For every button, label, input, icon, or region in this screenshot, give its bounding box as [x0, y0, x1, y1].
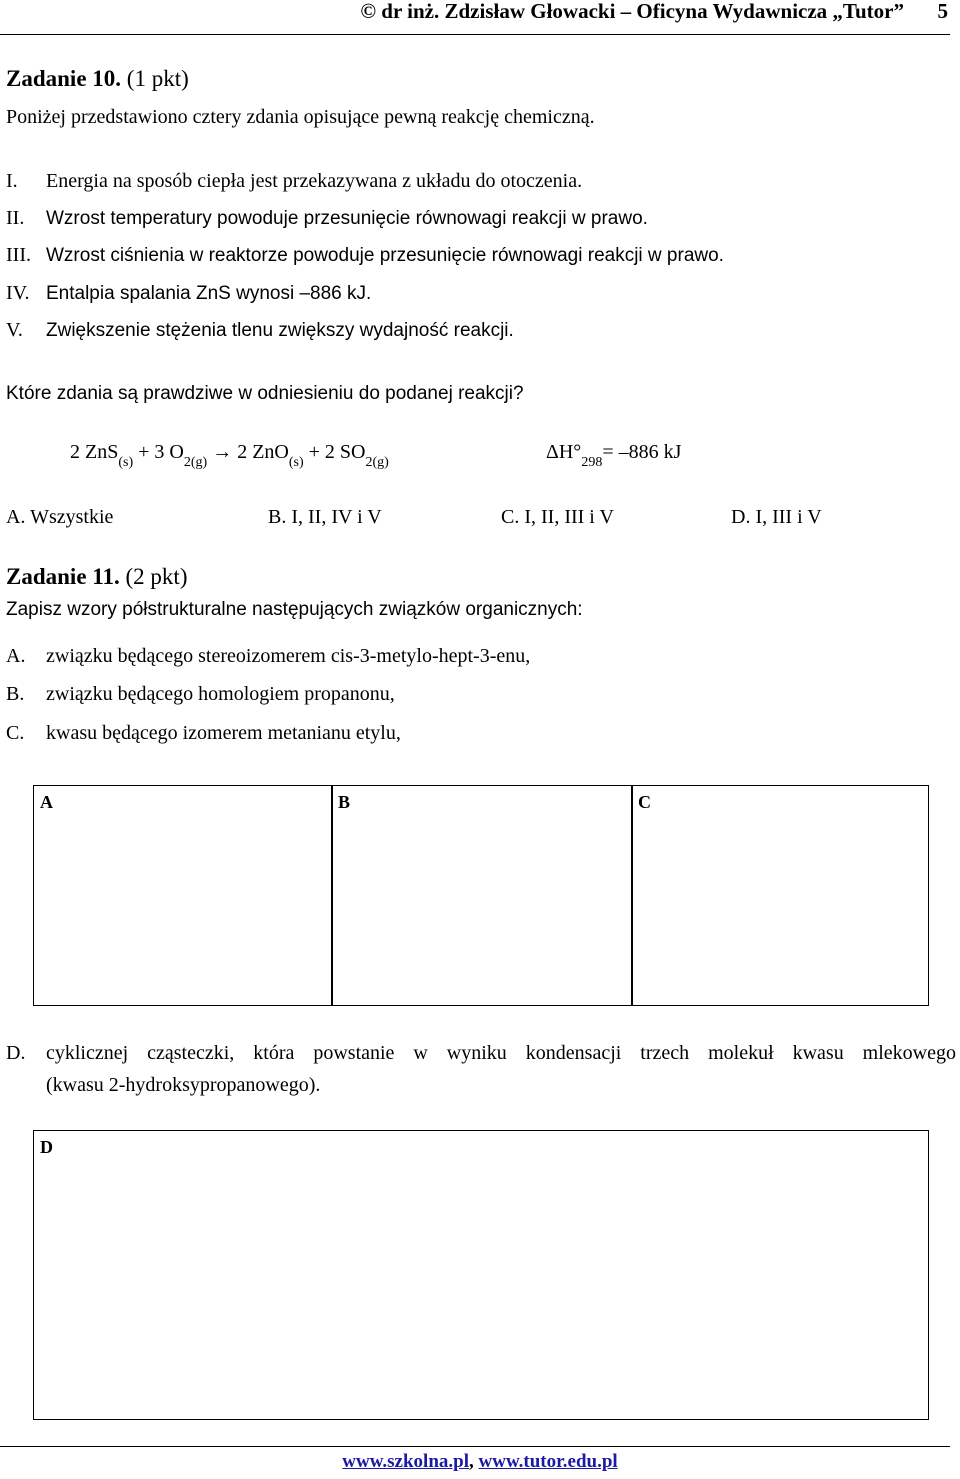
answer-b[interactable]: B. I, II, IV i V	[268, 506, 382, 528]
page-header	[0, 0, 950, 35]
answer-a[interactable]: A. Wszystkie	[6, 506, 114, 528]
answer-box-b[interactable]: B	[331, 785, 633, 1006]
reaction-equation: 2 ZnS$_{(s)}$ + 3 $O_{2(g)} \to 2$ ZnO$_{(s)}$ + 2 $SO_{2(g)}$	[70, 441, 389, 470]
statement-5: V. Zwiększenie stężenia tlenu zwiększy wydajność reakcji.	[6, 319, 514, 341]
header-copyright: © dr inż. Zdzisław Głowacki – Oficyna Wydawnicza „Tutor”	[360, 0, 904, 23]
page-footer: www.szkolna.pl, www.tutor.edu.pl	[342, 1451, 618, 1472]
page-number: 5	[937, 0, 948, 23]
task10-question: Które zdania są prawdziwe w odniesieniu do podanej reakcji?	[6, 383, 524, 404]
footer-divider	[0, 1446, 950, 1447]
task11-item-d-num: D.	[6, 1042, 26, 1064]
task10-heading	[6, 66, 189, 92]
task11-item-b: B. związku będącego homologiem propanonu,	[6, 683, 395, 705]
answer-box-a[interactable]: A	[33, 785, 333, 1006]
task10-intro: Poniżej przedstawiono cztery zdania opisujące pewną reakcję chemiczną.	[6, 106, 595, 128]
task11-points: (2 pkt)	[125, 564, 188, 589]
task11-heading	[6, 564, 187, 590]
task11-intro: Zapisz wzory półstrukturalne następujących związków organicznych:	[6, 599, 583, 620]
footer-link-tutor[interactable]: www.tutor.edu.pl	[478, 1451, 618, 1472]
task11-item-d-line2: (kwasu 2-hydroksypropanowego).	[46, 1074, 321, 1096]
task10-points: (1 pkt)	[126, 66, 189, 91]
enthalpy-value: $\Delta H^\circ_{298}= -886$ kJ	[546, 441, 682, 470]
task11-item-a: A. związku będącego stereoizomerem cis-3-metylo-hept-3-enu,	[6, 645, 531, 667]
answer-box-d[interactable]: D	[33, 1130, 929, 1420]
statement-1: I. Energia na sposób ciepła jest przekazywana z układu do otoczenia.	[6, 170, 583, 192]
task11-title: Zadanie 11.	[6, 564, 120, 589]
statement-2: II. Wzrost temperatury powoduje przesunięcie równowagi reakcji w prawo.	[6, 207, 648, 229]
task11-item-d-line1: cyklicznej cząsteczki, która powstanie w wyniku kondensacji trzech molekuł kwasu mlekowego	[46, 1042, 956, 1064]
task11-item-c: C. kwasu będącego izomerem metanianu etylu,	[6, 722, 401, 744]
answer-c[interactable]: C. I, II, III i V	[501, 506, 614, 528]
footer-link-szkolna[interactable]: www.szkolna.pl	[342, 1451, 469, 1472]
statement-3: III. Wzrost ciśnienia w reaktorze powoduje przesunięcie równowagi reakcji w prawo.	[6, 244, 724, 266]
answer-box-c[interactable]: C	[631, 785, 929, 1006]
answer-d[interactable]: D. I, III i V	[731, 506, 822, 528]
statement-4: IV. Entalpia spalania ZnS wynosi –886 kJ.	[6, 282, 372, 304]
task10-title: Zadanie 10.	[6, 66, 122, 91]
